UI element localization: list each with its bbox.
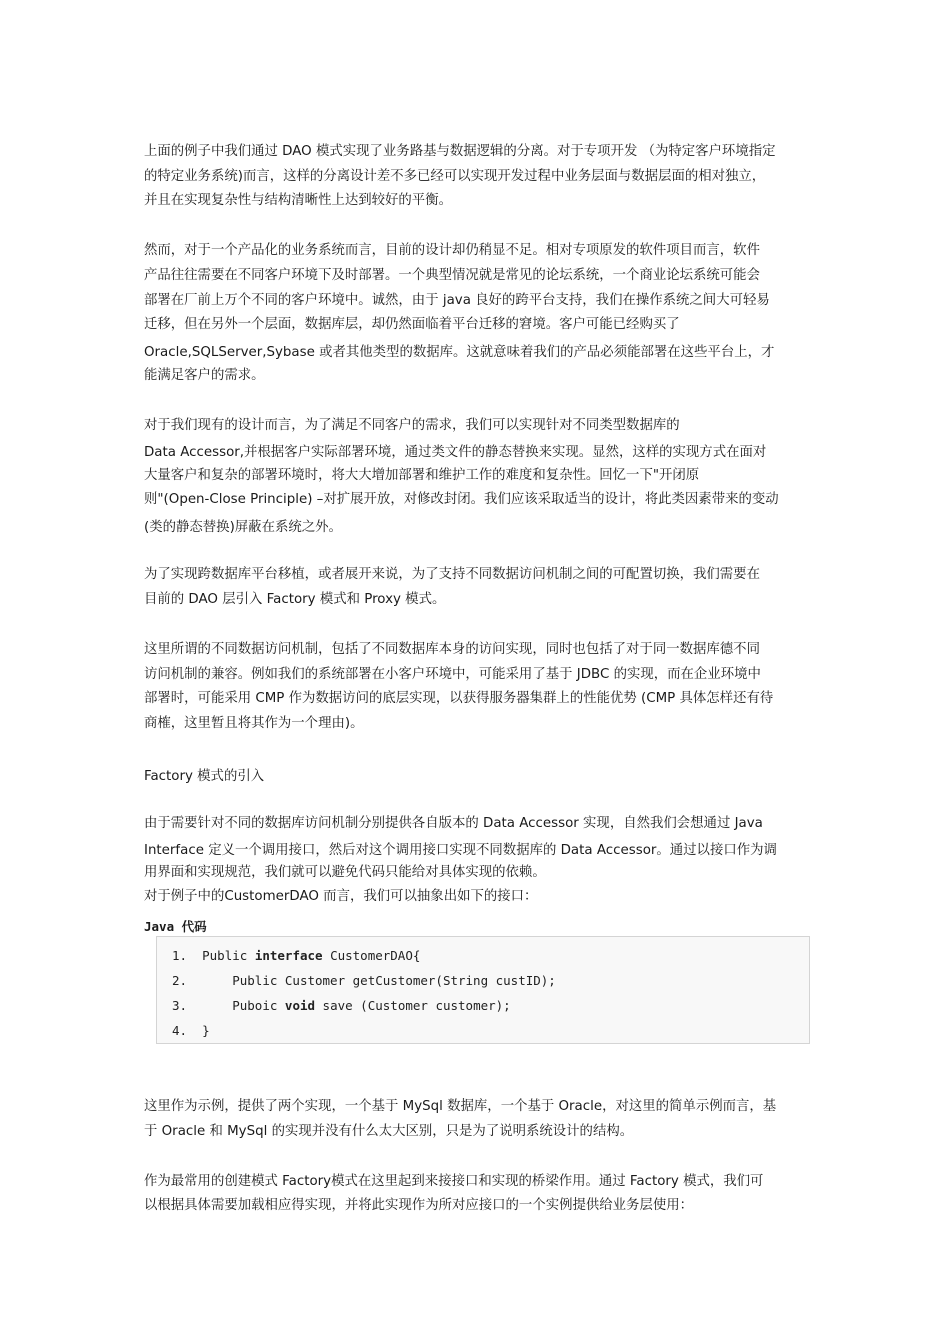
text-line: 以根据具体需要加载相应得实现，并将此实现作为所对应接口的一个实例提供给业务层使用：: [144, 1198, 694, 1213]
code-text: CustomerDAO{: [322, 948, 421, 963]
code-line: [172, 1021, 210, 1041]
code-line: [172, 946, 420, 966]
text-line: 迁移，但在另外一个层面，数据库层，却仍然面临着平台迁移的窘境。客户可能已经购买了: [144, 317, 680, 332]
text-line: 产品往往需要在不同客户环境下及时部署。一个典型情况就是常见的论坛系统，一个商业论坛系统可能会: [144, 268, 760, 283]
text-line: 对于例子中的CustomerDAO 而言，我们可以抽象出如下的接口：: [144, 889, 538, 904]
code-text: }: [202, 1023, 210, 1038]
text-line: (类的静态替换)屏蔽在系统之外。: [144, 520, 342, 535]
code-line: [172, 996, 511, 1016]
text-line: 大量客户和复杂的部署环境时，将大大增加部署和维护工作的难度和复杂性。回忆一下"开闭原: [144, 468, 700, 483]
text-line: Data Accessor,并根据客户实际部署环境，通过类文件的静态替换来实现。显然，这样的实现方式在面对: [144, 445, 767, 460]
code-block: [156, 936, 810, 1044]
code-text: save (Customer customer);: [315, 998, 511, 1013]
text-line: 访问机制的兼容。例如我们的系统部署在小客户环境中，可能采用了基于 JDBC 的实现，而在企业环境中: [144, 667, 761, 682]
code-keyword: interface: [254, 948, 323, 963]
text-line: 能满足客户的需求。: [144, 368, 265, 383]
code-text: Puboic: [202, 998, 285, 1013]
text-line: 这里所谓的不同数据访问机制，包括了不同数据库本身的访问实现，同时也包括了对于同一数据库德不同: [144, 642, 760, 657]
line-number: 3.: [172, 998, 188, 1013]
code-keyword: void: [284, 998, 316, 1013]
section-heading: Factory 模式的引入: [144, 769, 265, 784]
line-number: 2.: [172, 973, 188, 988]
text-line: 于 Oracle 和 MySql 的实现并没有什么太大区别，只是为了说明系统设计的结构。: [144, 1124, 634, 1139]
text-line: 并且在实现复杂性与结构清晰性上达到较好的平衡。: [144, 193, 452, 208]
text-line: 则"(Open-Close Principle) –对扩展开放，对修改封闭。我们应该采取适当的设计，将此类因素带来的变动: [144, 492, 779, 507]
code-text: Public: [202, 948, 255, 963]
text-line: 然而，对于一个产品化的业务系统而言，目前的设计却仍稍显不足。相对专项原发的软件项目而言，软件: [144, 243, 760, 258]
text-line: 商榷，这里暂且将其作为一个理由)。: [144, 716, 364, 731]
text-line: 上面的例子中我们通过 DAO 模式实现了业务路基与数据逻辑的分离。对于专项开发 （为特定客户环境指定: [144, 144, 776, 159]
code-language-label: Java 代码: [144, 919, 207, 934]
text-line: 作为最常用的创建模式 Factory模式在这里起到来接接口和实现的桥梁作用。通过 Factory 模式，我们可: [144, 1174, 764, 1189]
text-line: 由于需要针对不同的数据库访问机制分别提供各自版本的 Data Accessor 实现，自然我们会想通过 Java: [144, 816, 763, 831]
text-line: 的特定业务系统)而言，这样的分离设计差不多已经可以实现开发过程中业务层面与数据层面的相对独立，: [144, 169, 766, 184]
text-line: 对于我们现有的设计而言，为了满足不同客户的需求，我们可以实现针对不同类型数据库的: [144, 418, 680, 433]
code-line: [172, 971, 556, 991]
text-line: 为了实现跨数据库平台移植，或者展开来说，为了支持不同数据访问机制之间的可配置切换，我们需要在: [144, 567, 760, 582]
text-line: Interface 定义一个调用接口，然后对这个调用接口实现不同数据库的 Data Accessor。通过以接口作为调: [144, 843, 777, 858]
text-line: Oracle,SQLServer,Sybase 或者其他类型的数据库。这就意味着我们的产品必须能部署在这些平台上，才: [144, 345, 775, 360]
text-line: 用界面和实现规范，我们就可以避免代码只能给对具体实现的依赖。: [144, 865, 546, 880]
text-line: 目前的 DAO 层引入 Factory 模式和 Proxy 模式。: [144, 592, 446, 607]
text-line: 这里作为示例，提供了两个实现，一个基于 MySql 数据库，一个基于 Oracle，对这里的简单示例而言，基: [144, 1099, 777, 1114]
text-line: 部署在厂前上万个不同的客户环境中。诚然，由于 java 良好的跨平台支持，我们在操作系统之间大可轻易: [144, 293, 770, 308]
code-text: Public Customer getCustomer(String custID);: [202, 973, 556, 988]
line-number: 1.: [172, 948, 188, 963]
line-number: 4.: [172, 1023, 188, 1038]
text-line: 部署时，可能采用 CMP 作为数据访问的底层实现，以获得服务器集群上的性能优势 (CMP 具体怎样还有待: [144, 691, 774, 706]
